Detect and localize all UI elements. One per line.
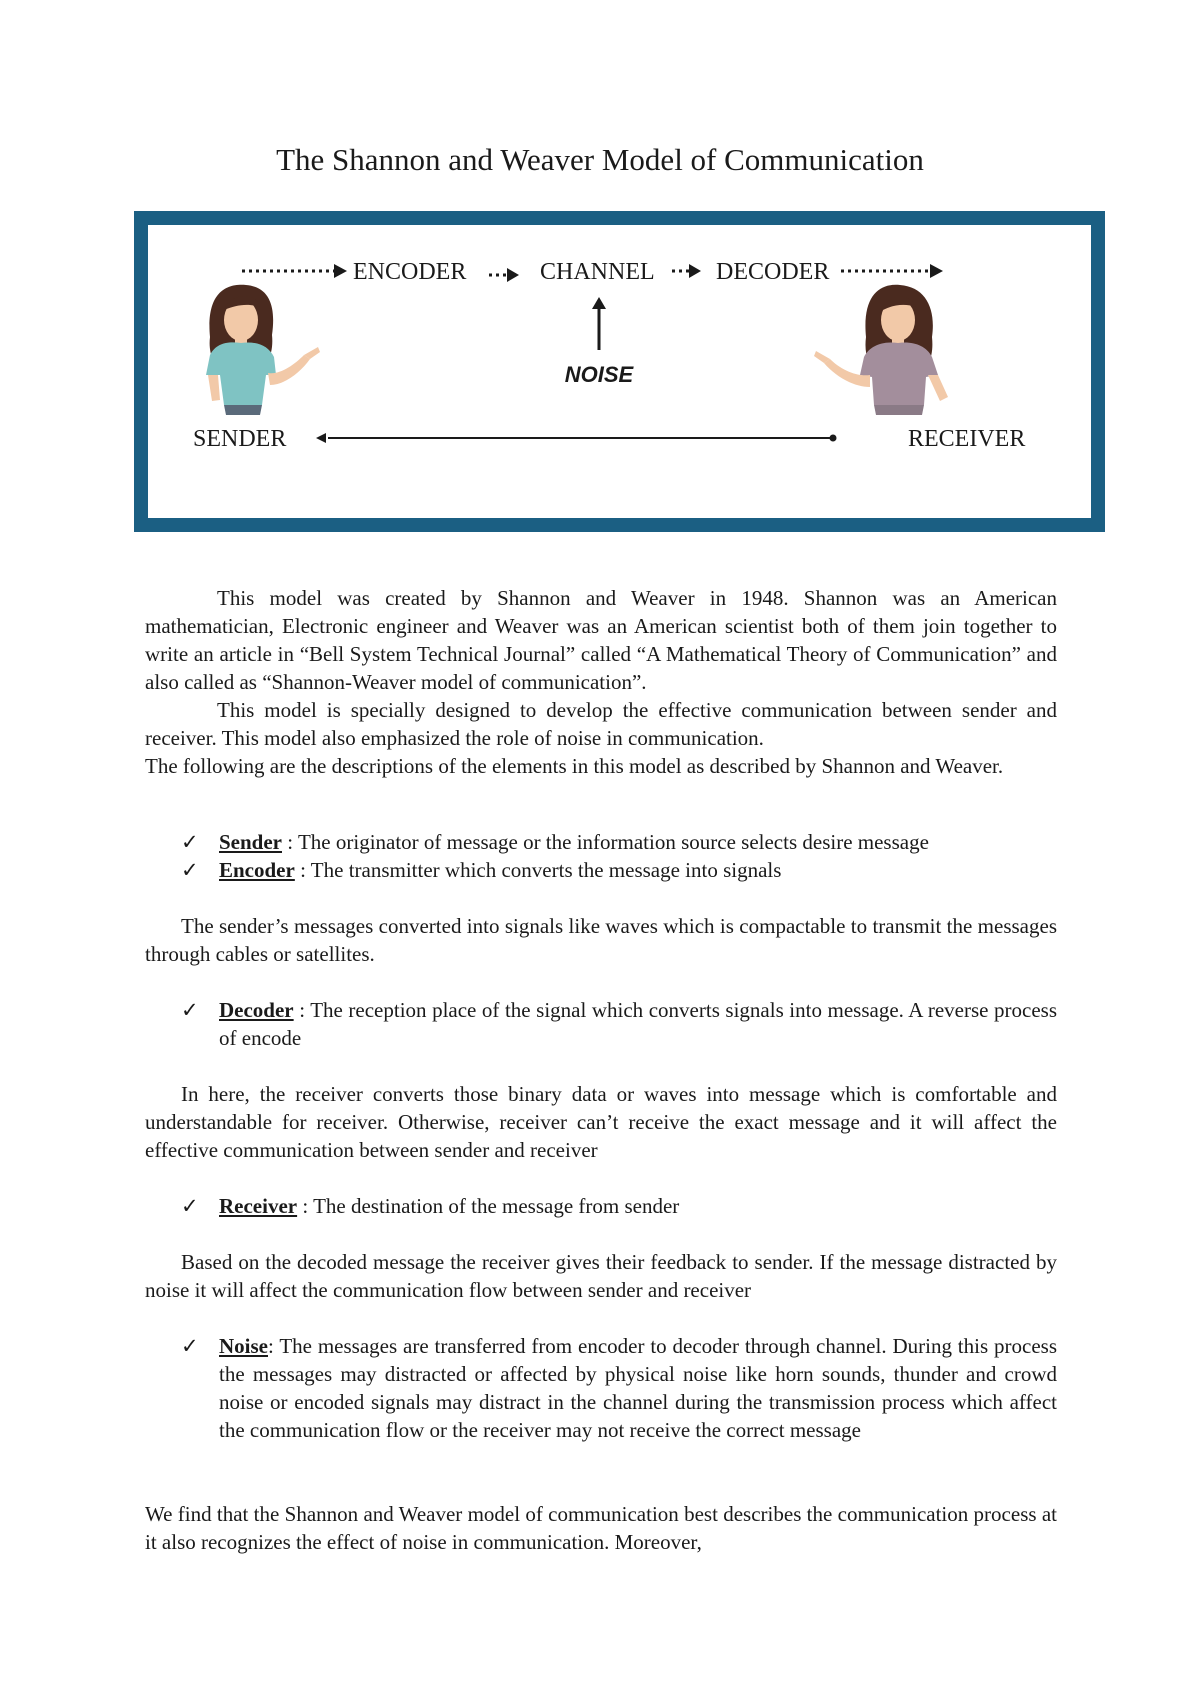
decoder-note: In here, the receiver converts those binary data or waves into message which is comfortable and understandable for receiver. Otherwise, receiver can’t receive the exact message and it will affect the effective communication between sender and receiver	[145, 1082, 1057, 1162]
list-item-noise	[145, 1332, 1057, 1444]
receiver-separator: :	[297, 1194, 314, 1218]
check-icon: ✓	[181, 1194, 199, 1218]
sender-separator: :	[282, 830, 298, 854]
communication-model-diagram	[134, 211, 1105, 532]
encoder-separator: :	[294, 858, 311, 882]
channel-label: CHANNEL	[540, 259, 655, 285]
receiver-description: The destination of the message from sender	[313, 1194, 680, 1218]
conclusion-paragraph: We find that the Shannon and Weaver model of communication best describes the communication process at it also recognizes the effect of noise in communication. Moreover,	[145, 1502, 1057, 1554]
decoder-separator: :	[293, 998, 311, 1022]
receiver-list	[145, 1192, 1057, 1220]
decoder-list	[145, 996, 1057, 1052]
list-item-sender	[145, 828, 1057, 856]
sender-encoder-list	[145, 828, 1057, 884]
intro-paragraph-1: This model was created by Shannon and Weaver in 1948. Shannon was an American mathematician, Electronic engineer and Weaver was an American scientist both of them join together to write an article in “Bell System Technical Journal” called “A Mathematical Theory of Communication” and also called as “Shannon-Weaver model of communication”.	[145, 586, 1057, 694]
encoder-label: ENCODER	[353, 259, 467, 285]
encoder-description: The transmitter which converts the message into signals	[310, 858, 782, 882]
term-sender: Sender	[219, 830, 282, 854]
intro-paragraph-2: This model is specially designed to develop the effective communication between sender and receiver. This model also emphasized the role of noise in communication.	[145, 698, 1057, 750]
term-noise: Noise	[219, 1334, 268, 1358]
decoder-label: DECODER	[716, 259, 830, 285]
sender-description: The originator of message or the information source selects desire message	[297, 830, 929, 854]
term-decoder: Decoder	[219, 998, 294, 1022]
noise-label: NOISE	[564, 362, 634, 387]
intro-paragraph-3: The following are the descriptions of the elements in this model as described by Shannon and Weaver.	[145, 754, 1004, 778]
check-icon: ✓	[181, 830, 199, 854]
list-item-receiver	[145, 1192, 1057, 1220]
encoder-note: The sender’s messages converted into signals like waves which is compactable to transmit the messages through cables or satellites.	[145, 914, 1057, 966]
intro-section	[145, 584, 1057, 780]
sender-label: SENDER	[193, 426, 287, 452]
decoder-description: The reception place of the signal which converts signals into message. A reverse process of encode	[219, 998, 1057, 1050]
noise-list	[145, 1332, 1057, 1444]
term-encoder: Encoder	[219, 858, 295, 882]
receiver-label: RECEIVER	[908, 426, 1026, 452]
check-icon: ✓	[181, 858, 199, 882]
check-icon: ✓	[181, 1334, 199, 1358]
noise-description: The messages are transferred from encoder to decoder through channel. During this process the messages may distracted or affected by physical noise like horn sounds, thunder and crowd noise or encoded signals may distract in the channel during the transmission process which affect the communication flow or the receiver may not receive the correct message	[219, 1334, 1057, 1442]
receiver-note: Based on the decoded message the receiver gives their feedback to sender. If the message distracted by noise it will affect the communication flow between sender and receiver	[145, 1250, 1057, 1302]
diagram-canvas	[148, 225, 1091, 518]
term-receiver: Receiver	[219, 1194, 298, 1218]
list-item-encoder	[145, 856, 1057, 884]
noise-separator: :	[268, 1334, 280, 1358]
list-item-decoder	[145, 996, 1057, 1052]
check-icon: ✓	[181, 998, 199, 1022]
feedback-tail-dot	[830, 435, 837, 442]
page-title: The Shannon and Weaver Model of Communication	[276, 142, 924, 177]
